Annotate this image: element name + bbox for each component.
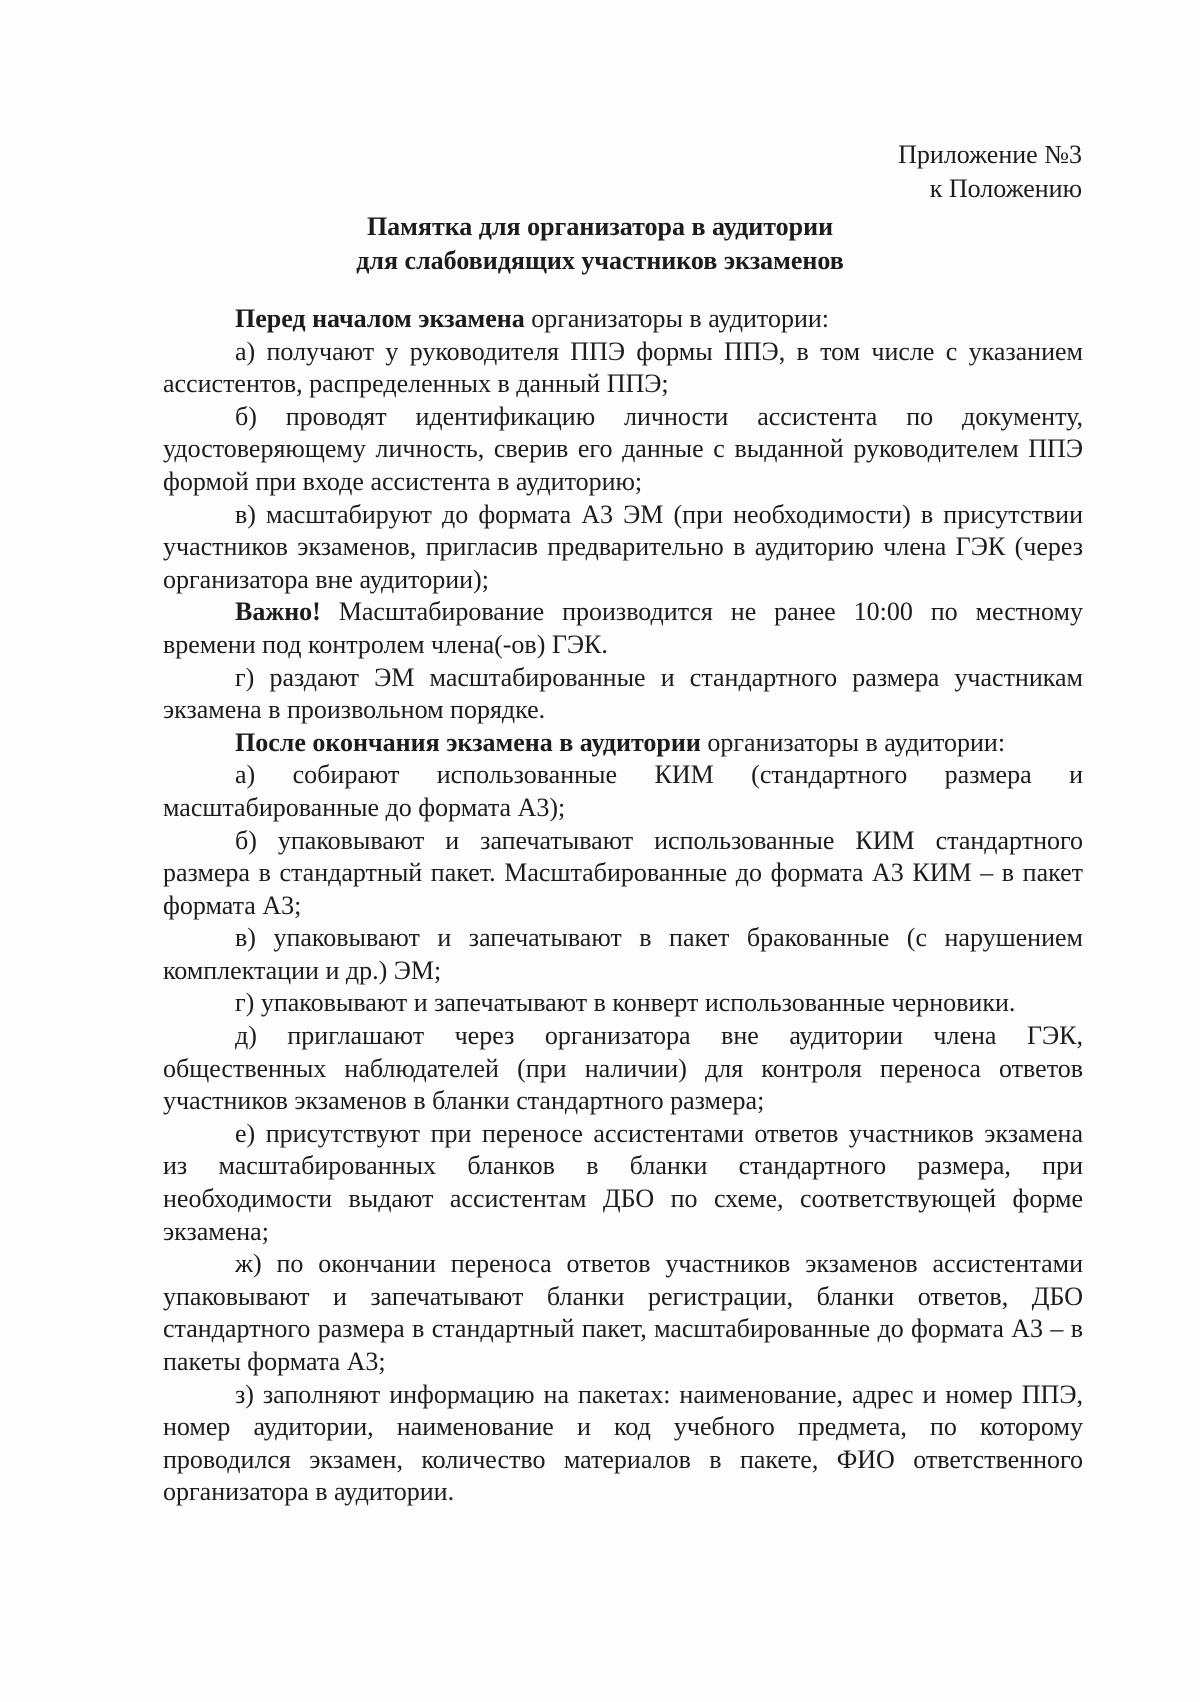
list-item: д) приглашают через организатора вне аудитории члена ГЭК, общественных наблюдателей (при наличии) для контроля переноса ответов участников экзаменов в бланки стандартного размера; [163,1021,1083,1116]
appendix-reference: к Положению [929,174,1082,203]
list-item: а) собирают использованные КИМ (стандартного размера и масштабированные до формата А3); [163,760,1083,822]
heading-bold-text: Перед началом экзамена [235,304,525,333]
list-item: г) упаковывают и запечатывают в конверт использованные черновики. [235,988,1016,1018]
important-label: Важно! [235,597,321,627]
important-text: Масштабирование производится не ранее 10:00 по местному времени под контролем члена(-ов) ГЭК. [163,597,1083,659]
section-before-exam-heading [163,303,1083,336]
list-item: г) раздают ЭМ масштабированные и стандартного размера участникам экзамена в произвольном порядке. [163,662,1083,725]
list-item: б) упаковывают и запечатывают использованные КИМ стандартного размера в стандартный пакет. Масштабированные до формата А3 КИМ – в пакет формата А3; [163,825,1083,920]
heading-text: организаторы в аудитории: [524,304,829,333]
list-item: ж) по окончании переноса ответов участников экзаменов ассистентами упаковывают и запечатывают бланки регистрации, бланки ответов, ДБО стандартного размера в стандартный пакет, масштабированные до формата А3 – в пакеты формата А3; [163,1249,1083,1376]
list-item: з) заполняют информацию на пакетах: наименование, адрес и номер ППЭ, номер аудитории, наименование и код учебного предмета, по которому проводился экзамен, количество материалов в пакете, ФИО ответственного организатора в аудитории. [163,1379,1083,1507]
appendix-header [898,138,1082,206]
list-item: а) получают у руководителя ППЭ формы ППЭ, в том числе с указанием ассистентов, распределенных в данный ППЭ; [163,336,1083,399]
section-after-exam-heading [163,727,1083,760]
title-line-1: Памятка для организатора в аудитории [366,212,834,241]
list-item: б) проводят идентификацию личности ассистента по документу, удостоверяющему личность, сверив его данные с выданной руководителем ППЭ формой при входе ассистента в аудиторию; [163,401,1083,496]
list-item: в) упаковывают и запечатывают в пакет бракованные (с нарушением комплектации и др.) ЭМ; [163,923,1083,985]
heading-text: организаторы в аудитории: [700,727,1006,757]
title-line-2: для слабовидящих участников экзаменов [356,246,844,275]
document-body [163,303,1083,1509]
document-title [0,210,1200,278]
heading-bold-text: После окончания экзамена в аудитории [235,727,701,757]
list-item: е) присутствуют при переносе ассистентами ответов участников экзамена из масштабированных бланков в бланки стандартного размера, при необходимости выдают ассистентам ДБО по схеме, соответствующей форме экзамена; [163,1118,1083,1246]
appendix-number: Приложение №3 [898,140,1082,169]
important-note [163,596,1083,661]
list-item: в) масштабируют до формата А3 ЭМ (при необходимости) в присутствии участников экзаменов, пригласив предварительно в аудиторию члена ГЭК (через организатора вне аудитории); [163,499,1083,594]
